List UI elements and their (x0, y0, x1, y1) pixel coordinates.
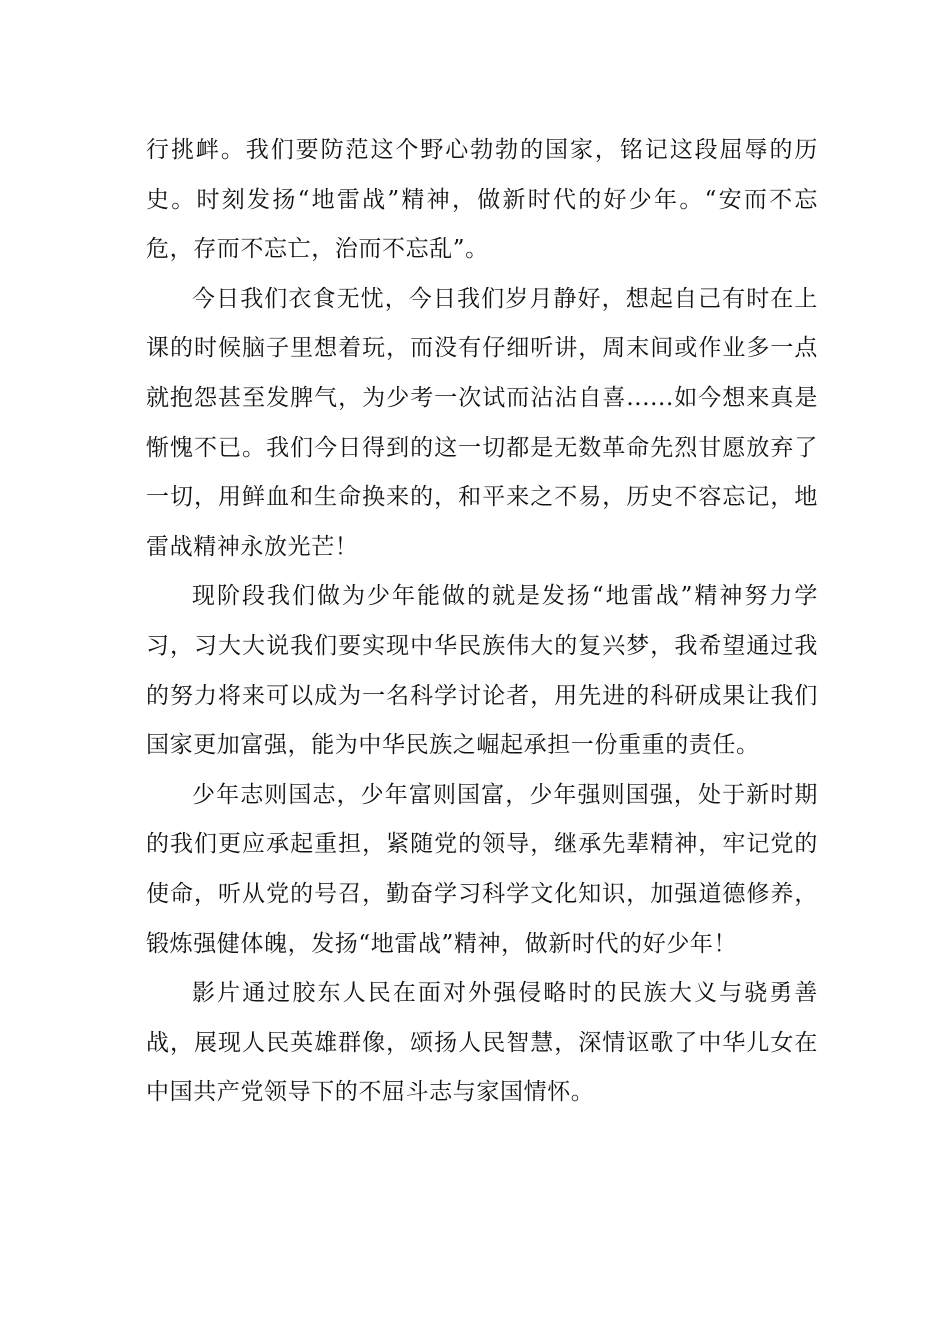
paragraph-continuation: 行挑衅。我们要防范这个野心勃勃的国家，铭记这段屈辱的历史。时刻发扬“地雷战”精神，做新时代的好少年。“安而不忘危，存而不忘亡，治而不忘乱”。 (146, 137, 818, 263)
paragraph: 现阶段我们做为少年能做的就是发扬“地雷战”精神努力学习，习大大说我们要实现中华民族伟大的复兴梦，我希望通过我的努力将来可以成为一名科学讨论者，用先进的科研成果让我们国家更加富强，能为中华民族之崛起承担一份重重的责任。 (146, 583, 818, 759)
paragraph: 今日我们衣食无忧，今日我们岁月静好，想起自己有时在上课的时候脑子里想着玩，而没有仔细听讲，周末间或作业多一点就抱怨甚至发脾气，为少考一次试而沾沾自喜......如今想来真是惭愧不已。我们今日得到的这一切都是无数革命先烈甘愿放弃了一切，用鲜血和生命换来的，和平来之不易，历史不容忘记，地雷战精神永放光芒！ (146, 285, 818, 560)
paragraph: 影片通过胶东人民在面对外强侵略时的民族大义与骁勇善战，展现人民英雄群像，颂扬人民智慧，深情讴歌了中华儿女在中国共产党领导下的不屈斗志与家国情怀。 (146, 980, 818, 1106)
document-body (146, 126, 818, 1118)
paragraph: 少年志则国志，少年富则国富，少年强则国强，处于新时期的我们更应承起重担，紧随党的领导，继承先辈精神，牢记党的使命，听从党的号召，勤奋学习科学文化知识，加强道德修养，锻炼强健体魄，发扬“地雷战”精神，做新时代的好少年！ (146, 781, 818, 957)
